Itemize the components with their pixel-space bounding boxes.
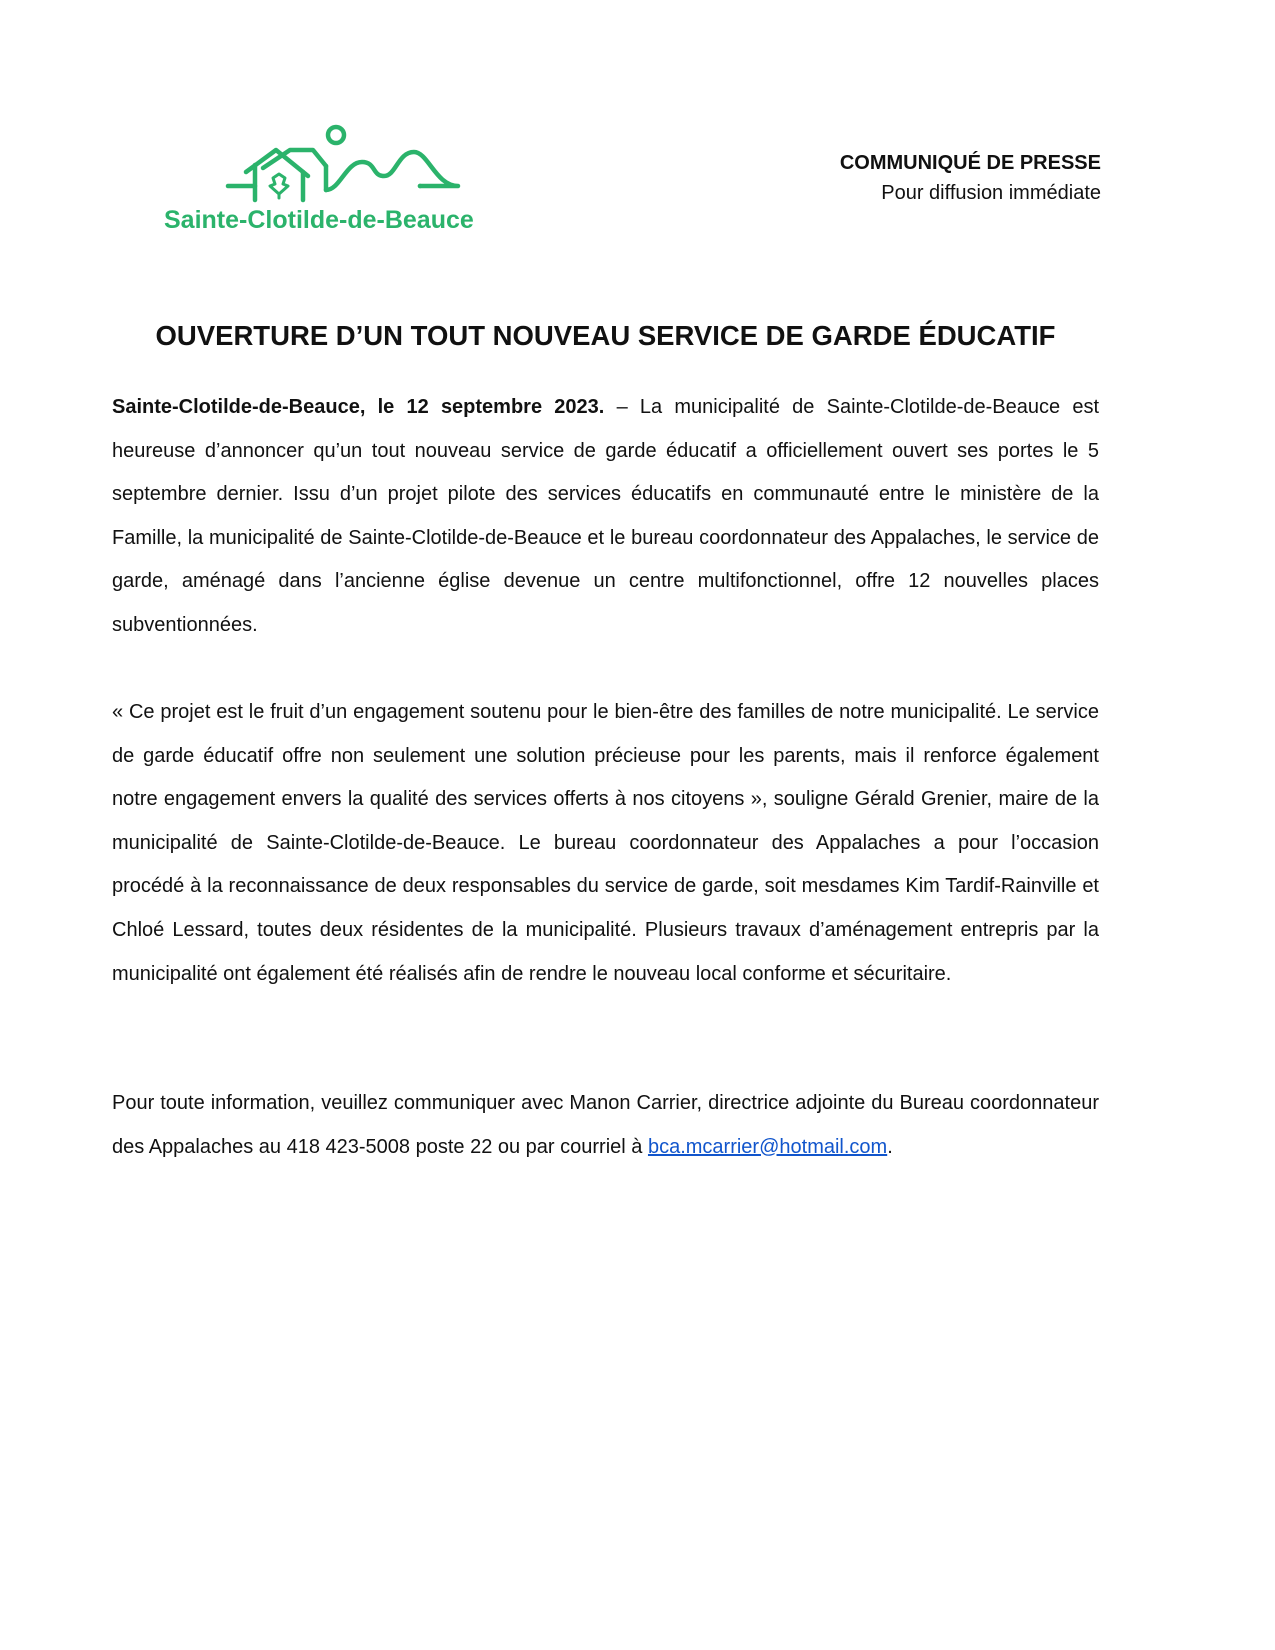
paragraph-intro-text: – La municipalité de Sainte-Clotilde-de-Beauce est heureuse d’annoncer qu’un tout nouveau service de garde éducatif a officiellement ouvert ses portes le 5 septembre dernier. Issu d’un projet pilote des services éducatifs en communauté entre le ministère de la Famille, la municipalité de Sainte-Clotilde-de-Beauce et le bureau coordonnateur des Appalaches, le service de garde, aménagé dans l’ancienne église devenue un centre multifonctionnel, offre 12 nouvelles places subventionnées.	[112, 396, 1099, 636]
logo-wordmark: Sainte-Clotilde-de-Beauce	[164, 206, 474, 234]
press-release-kind: COMMUNIQUÉ DE PRESSE	[839, 152, 1101, 174]
paragraph-contact-text: Pour toute information, veuillez communiquer avec Manon Carrier, directrice adjointe du Bureau coordonnateur des Appalaches au 418 423-5008 poste 22 ou par courriel à	[112, 1092, 1099, 1158]
press-release-label	[840, 148, 1101, 208]
paragraph-intro	[112, 386, 1099, 648]
house-landscape-icon	[158, 118, 498, 208]
paragraph-quote	[112, 691, 1099, 996]
paragraph-contact	[112, 1082, 1099, 1169]
municipality-logo	[158, 118, 498, 248]
release-timing: Pour diffusion immédiate	[881, 182, 1101, 204]
paragraph-quote-text: « Ce projet est le fruit d’un engagement soutenu pour le bien-être des familles de notre municipalité. Le service de garde éducatif offre non seulement une solution précieuse pour les parents, mais il renforce également notre engagement envers la qualité des services offerts à nos citoyens », souligne Gérald Grenier, maire de la municipalité de Sainte-Clotilde-de-Beauce. Le bureau coordonnateur des Appalaches a pour l’occasion procédé à la reconnaissance de deux responsables du service de garde, soit mesdames Kim Tardif-Rainville et Chloé Lessard, toutes deux résidentes de la municipalité. Plusieurs travaux d’aménagement entrepris par la municipalité ont également été réalisés afin de rendre le nouveau local conforme et sécuritaire.	[112, 701, 1099, 985]
paragraph-contact-end: .	[887, 1135, 893, 1158]
page-title: OUVERTURE D’UN TOUT NOUVEAU SERVICE DE GARDE ÉDUCATIF	[155, 320, 1056, 351]
contact-email-link[interactable]: bca.mcarrier@hotmail.com	[647, 1135, 888, 1158]
dateline: Sainte-Clotilde-de-Beauce, le 12 septembre 2023.	[112, 396, 605, 418]
